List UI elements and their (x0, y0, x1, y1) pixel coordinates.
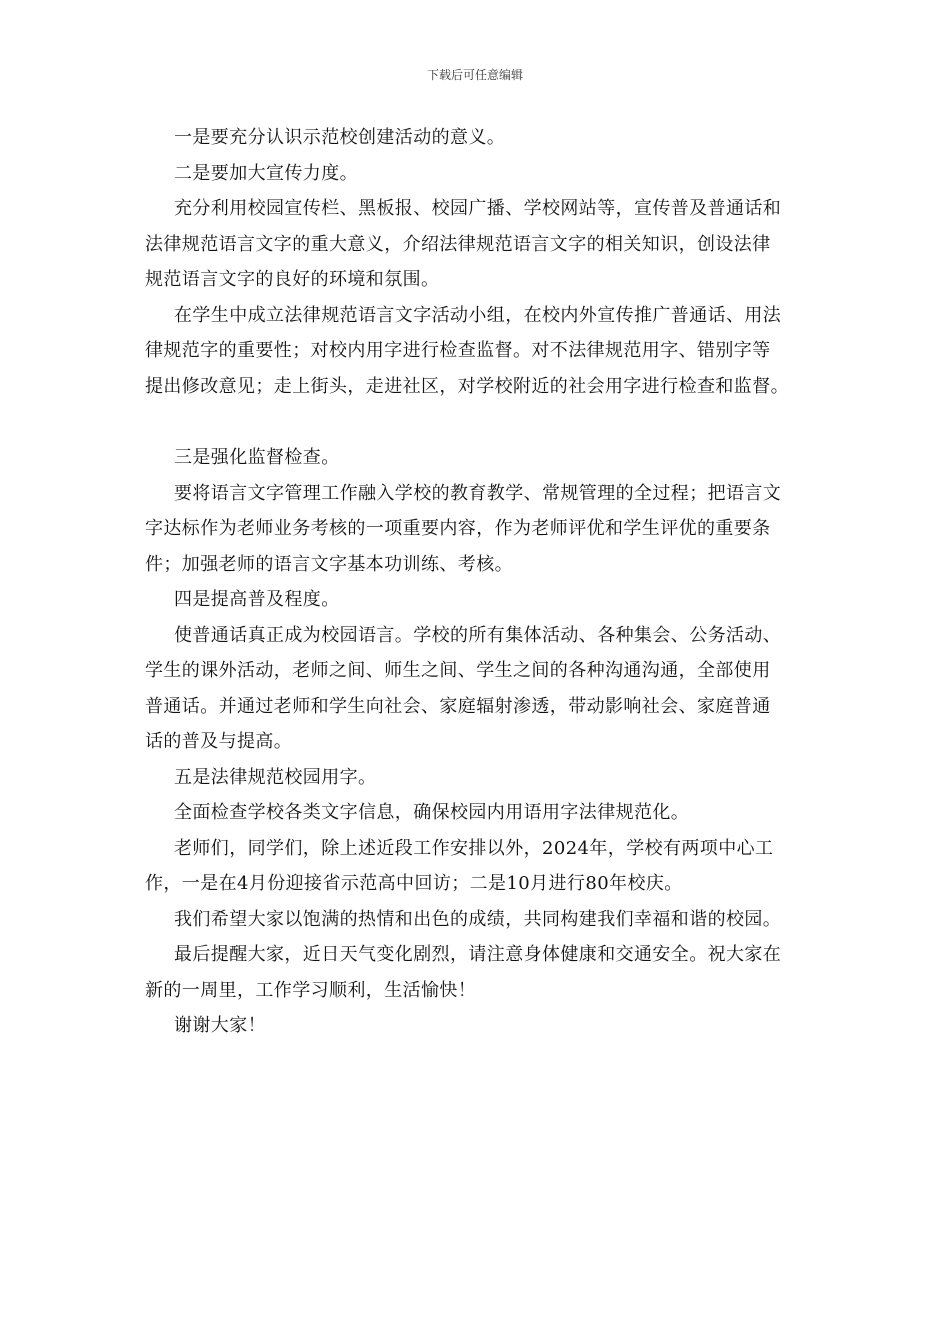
paragraph-line: 全面检查学校各类文字信息，确保校园内用语用字法律规范化。 (174, 802, 690, 823)
paragraph-line: 字达标作为老师业务考核的一项重要内容，作为老师评优和学生评优的重要条 (145, 518, 771, 539)
paragraph-line: 二是要加大宣传力度。 (174, 162, 358, 184)
paragraph-line: 老师们，同学们，除上述近段工作安排以外，2024年，学校有两项中心工 (174, 837, 774, 859)
paragraph-line: 提出修改意见；走上街头，走进社区，对学校附近的社会用字进行检查和监督。 (145, 375, 789, 397)
paragraph-line: 学生的课外活动，老师之间、师生之间、学生之间的各种沟通沟通，全部使用 (145, 660, 771, 681)
paragraph-line: 一是要充分认识示范校创建活动的意义。 (174, 127, 506, 148)
paragraph-line: 要将语言文字管理工作融入学校的教育教学、常规管理的全过程；把语言文 (174, 482, 782, 504)
paragraph-line: 在学生中成立法律规范语言文字活动小组，在校内外宣传推广普通话、用法 (174, 304, 782, 326)
document-body (145, 120, 825, 1044)
paragraph-line: 谢谢大家！ (174, 1015, 266, 1036)
paragraph-line: 充分利用校园宣传栏、黑板报、校园广播、学校网站等，宣传普及普通话和 (174, 198, 782, 219)
paragraph-line: 律规范字的重要性；对校内用字进行检查监督。对不法律规范用字、错别字等 (145, 340, 771, 361)
paragraph-line: 新的一周里，工作学习顺利，生活愉快！ (145, 979, 477, 1001)
paragraph-line: 三是强化监督检查。 (174, 447, 340, 468)
paragraph-line: 使普通话真正成为校园语言。学校的所有集体活动、各种集会、公务活动、 (174, 624, 782, 646)
paragraph-gap (145, 404, 825, 440)
paragraph-line: 作，一是在4月份迎接省示范高中回访；二是10月进行80年校庆。 (145, 873, 683, 894)
paragraph-line: 规范语言文字的良好的环境和氛围。 (145, 269, 440, 290)
paragraph-line: 我们希望大家以饱满的热情和出色的成绩，共同构建我们幸福和谐的校园。 (174, 908, 782, 930)
paragraph-line: 话的普及与提高。 (145, 731, 293, 752)
paragraph-line: 四是提高普及程度。 (174, 589, 340, 610)
paragraph-line: 法律规范语言文字的重大意义，介绍法律规范语言文字的相关知识，创设法律 (145, 233, 771, 255)
paragraph-line: 普通话。并通过老师和学生向社会、家庭辐射渗透，带动影响社会、家庭普通 (145, 695, 771, 717)
page-header: 下载后可任意编辑 (426, 68, 523, 82)
paragraph-line: 最后提醒大家，近日天气变化剧烈，请注意身体健康和交通安全。祝大家在 (174, 944, 782, 965)
paragraph-line: 五是法律规范校园用字。 (174, 766, 377, 788)
paragraph-line: 件；加强老师的语言文字基本功训练、考核。 (145, 553, 513, 575)
